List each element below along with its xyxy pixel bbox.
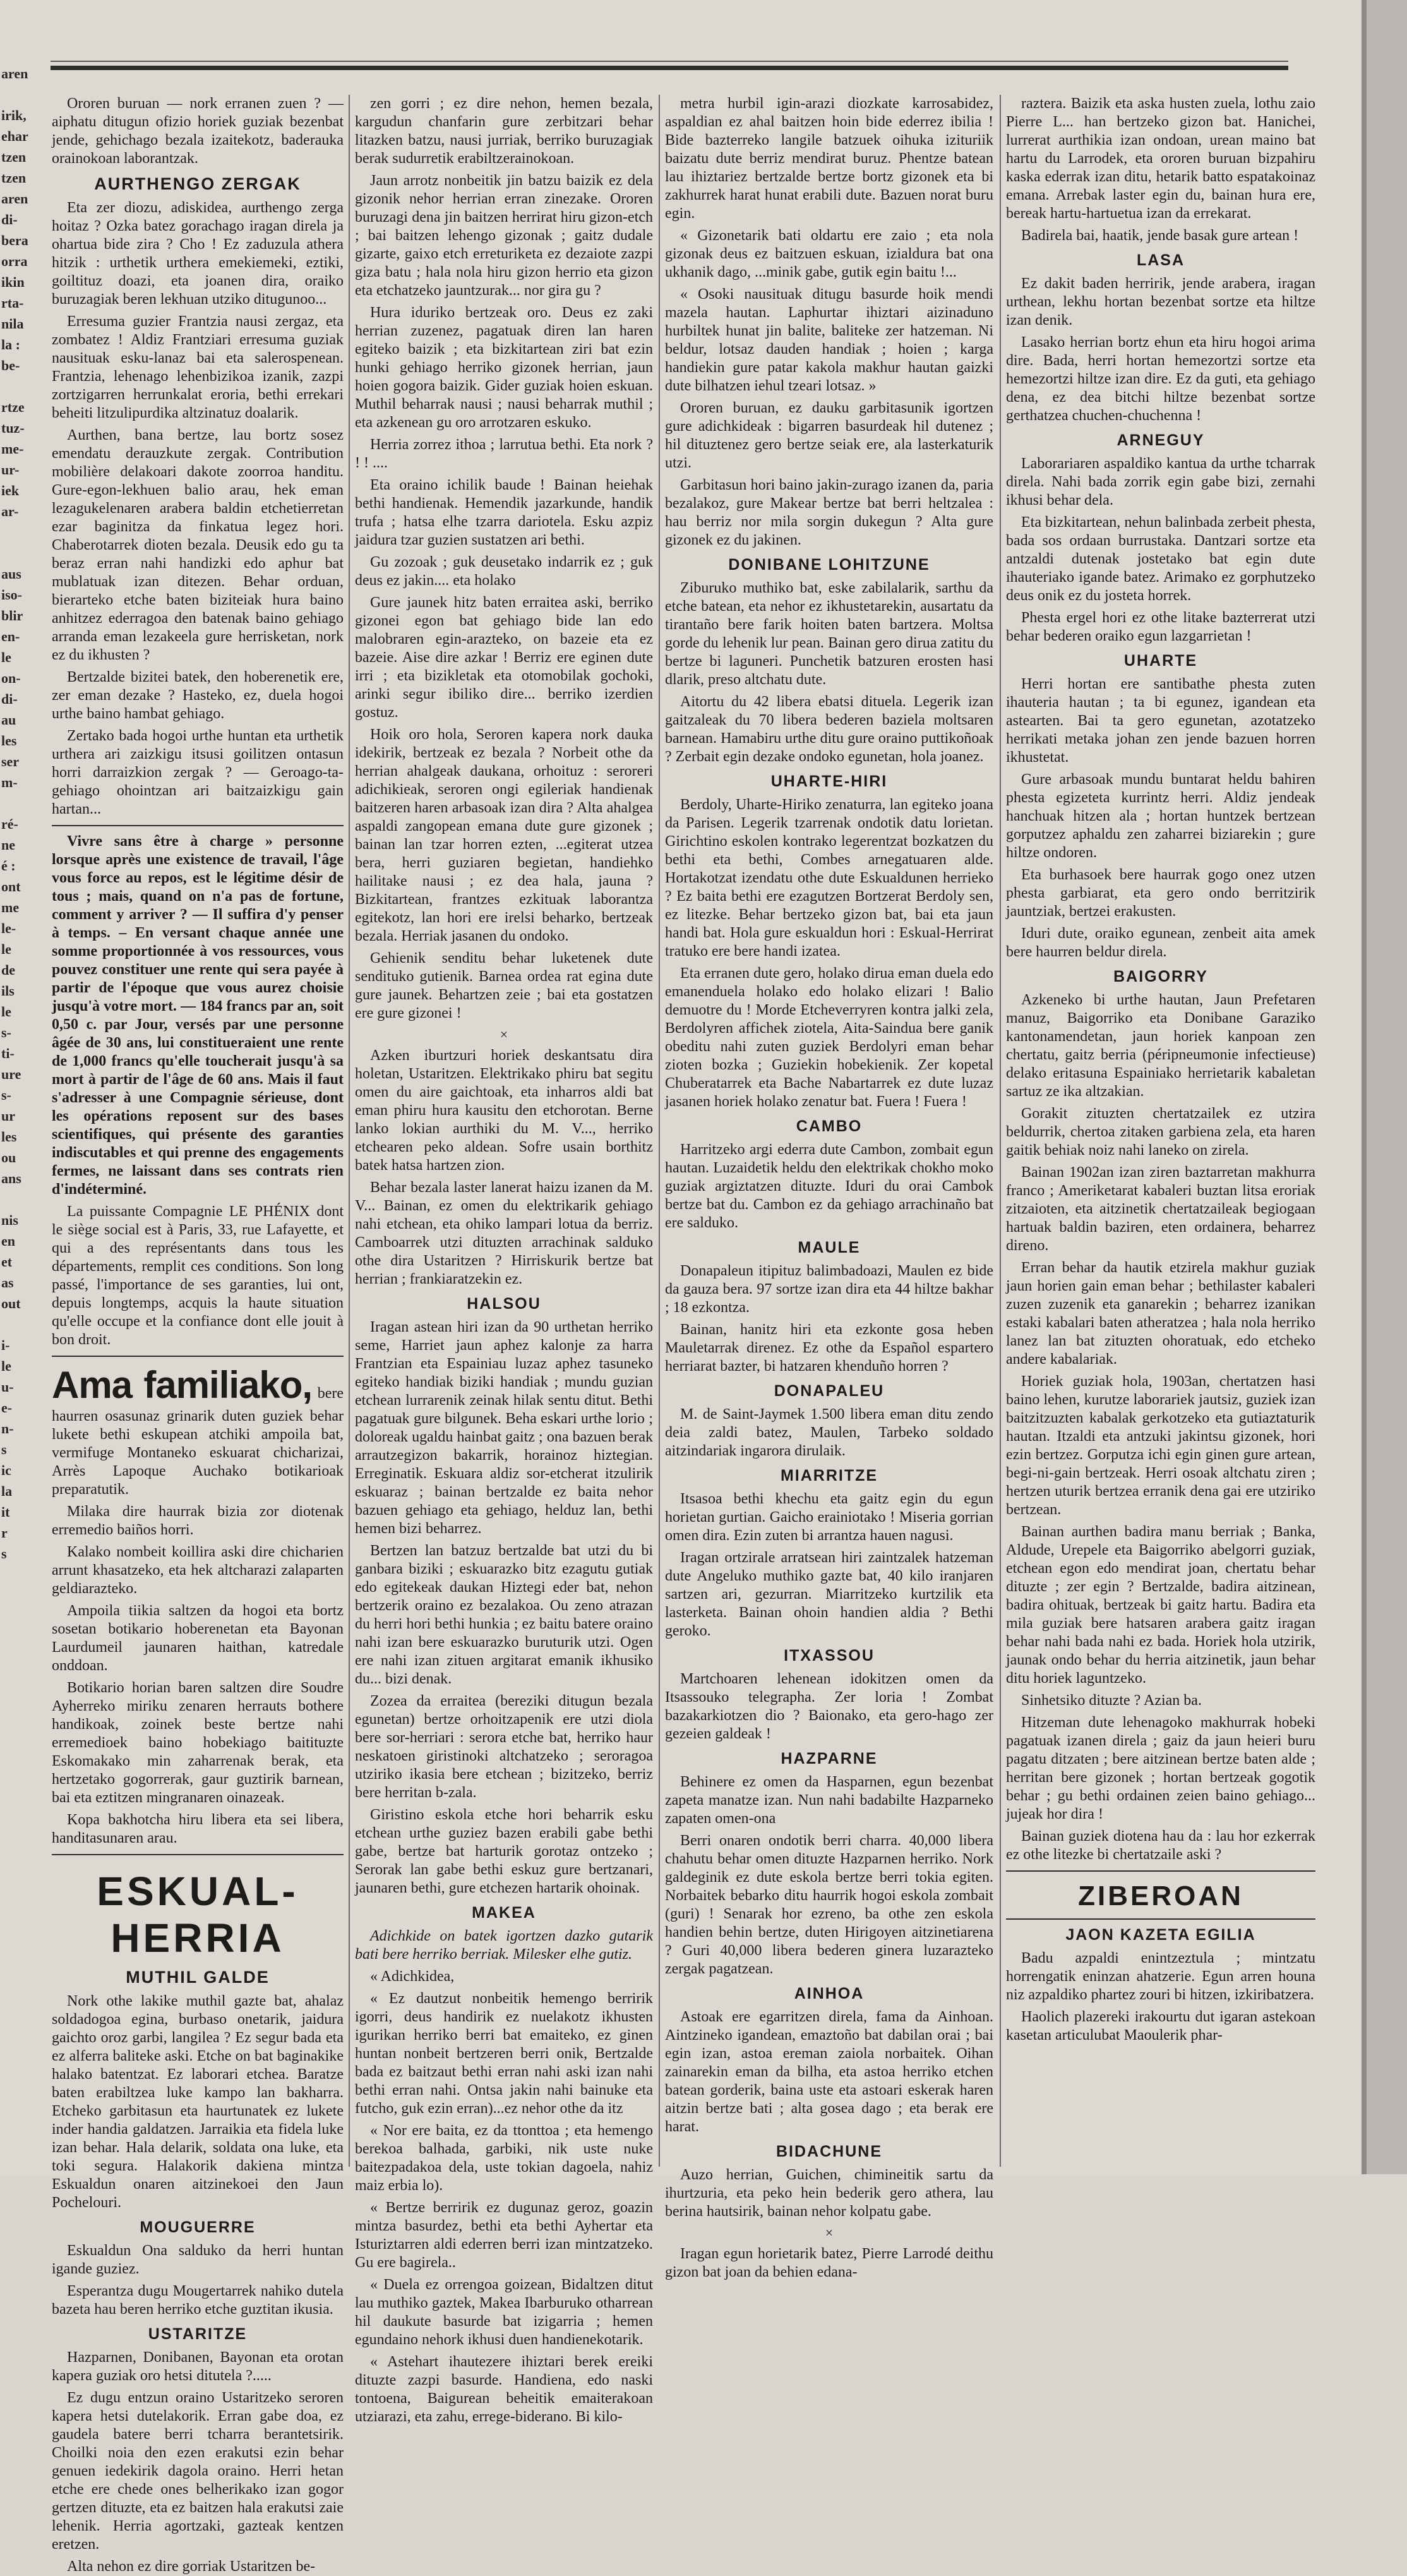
margin-fragment: s — [1, 1441, 7, 1457]
paragraph: Bainan aurthen badira manu berriak ; Banka, Aldude, Urepele eta Baigorriko abelgorri guziak, etchean egon edo mendirat joan, chertatu behar dituzte ; zer egin ? Bertzalde, badira aitzinean, badira ohituak, bertzeak bi gaitz hartu. Badira eta mila guziak bere hatsaren arabera gaitz iragan behar nahi bada nahi ez bada. Horiek hola utzirik, jaunak ondo behar du herria aitzinetik, jaun behar ditu horiek laguntzeko. — [1006, 1524, 1315, 1687]
margin-fragment: ar- — [1, 503, 19, 519]
paragraph: Garbitasun hori baino jakin-zurago izanen da, paria bezalakoz, gure Makear bertze bat berri heltzalea : hau berriz nor mila sorgin dukegun ? Alta gure gizonek ez du jakinen. — [665, 477, 993, 548]
margin-fragment: aren — [1, 66, 28, 81]
paragraph: Martchoaren lehenean idokitzen omen da Itsassouko telegrapha. Zer loria ! Zombat bazakarkiotzen dio ? Baionako, eta gero-hago zer gezeien galdeak ! — [665, 1671, 993, 1742]
paragraph: Milaka dire haurrak bizia zor diotenak erremedio baiños horri. — [52, 1503, 344, 1538]
paragraph: Eskualdun Ona salduko da herri huntan igande guziez. — [52, 2242, 344, 2277]
paragraph: M. de Saint-Jaymek 1.500 libera eman ditu zendo deia zaldi batez, Maulen, Tarbeko soldado aitzindariak ingarora dirulaik. — [665, 1406, 993, 1459]
header-rule-thick — [51, 66, 1288, 70]
margin-fragment: ur- — [1, 462, 20, 478]
paragraph: Ez dakit baden herririk, jende arabera, iragan urthean, lekhu hortan bezenbat sortze eta hiltze izan denik. — [1006, 275, 1315, 328]
divider — [52, 825, 344, 826]
paragraph: Gure jaunek hitz baten erraitea aski, berriko gizonei egon bat gehiago bide lan edo malobraren egin-arazteko, on bazeie eta ez bazeie. Aise dire azkar ! Berriz ere eginen dute irri ; eta bizikletak eta otomobilak gochoki, arinki segur ibiliko dire... berriko izerdien gostuz. — [355, 594, 653, 721]
paragraph: Azken iburtzuri horiek deskantsatu dira holetan, Ustaritzen. Elektrikako phiru bat segitu omen du aire gaichtoak, eta inharros aldi bat eman phiru hura kausitu den etchorotan. Berne lanko lokian aurthiki du M. V..., herriko etchearen peko aldean. Sofre usain borthitz batek hatsa hartzen zion. — [355, 1047, 653, 1174]
paragraph: Aurthen, bana bertze, lau bortz sosez emendatu derauzkute zergak. Contribution mobilière delakoari dakote zoorroa handitu. Gure-egon-lekhuen balio arau, hek eman lezagukelenaren arabera baldin etchetierretan ezar baginitza da finkatua legez hori. Chaberotarrek dioten bezala. Deusik edo gu ta beraz erran nahi handizki edo aphur bat mublatuak izan ditezen. Behar orduan, bierarteko etche baten biziteiak hura baino anhitzez ederragoa den batenak baino gehiago arranda eman lezakeela gure herrisketan, nork ez du ikhusten ? — [52, 427, 344, 663]
margin-fragment: di- — [1, 691, 18, 707]
column-4 — [1006, 95, 1315, 2160]
divider — [52, 1356, 344, 1357]
paragraph: Aitortu du 42 libera ebatsi dituela. Legerik izan gaitzaleak du 70 libera bederen baziela moltsaren barnean. Hamabiru urthe ditu gure oraino puttikoñoak ? Zerbait egin dezake ondoko egunetan, hola joanez. — [665, 694, 993, 765]
margin-fragment: me — [1, 900, 20, 915]
margin-fragment: ure — [1, 1066, 21, 1082]
paragraph: Eta bizkitartean, nehun balinbada zerbeit phesta, bada sos ordaan burrustaka. Dantzari sortze eta antzaldi dutenak jostetako bat egin dute ihauteriako igande batez. Arimako ez gorphutzeko deus onik ez du josteta horrek. — [1006, 514, 1315, 604]
paragraph: Bainan, hanitz hiri eta ezkonte gosa heben Mauletarrak direnez. Ez othe da Español espartero herriarat bazter, bi hatzaren khenduño horren ? — [665, 1321, 993, 1375]
margin-fragment: le — [1, 1004, 11, 1020]
paragraph: « Adichkidea, — [370, 1968, 455, 1985]
column-rule — [349, 95, 350, 2167]
paragraph: Gu zozoak ; guk deusetako indarrik ez ; guk deus ez jakin.... eta holako — [355, 554, 653, 589]
paragraph: Ziburuko muthiko bat, eske zabilalarik, sarthu da etche batean, eta nehor ez ikhustetarekin, ausartatu da tirantaño bere farik hoiten baten bartzera. Moltsa gorde du lehenik lur pean. Bainan gero dirua zatitu du bertze bi laguneri. Punchetik batzuren erosten hasi dlarik, preso altchatu dute. — [665, 580, 993, 688]
heading-makea: MAKEA — [472, 1904, 536, 1922]
margin-fragment: les — [1, 733, 17, 749]
paragraph: Iragan ortzirale arratsean hiri zaintzalek hatzeman dute Angeluko muthiko gazte bat, 40 kilo iranjaren sartzen ari, gezurran. Miarritzeko kurtzilik eta lasterketa. Bainan ohoin handien aldia ? Bethi geroko. — [665, 1550, 993, 1639]
paragraph: Harritzeko argi ederra dute Cambon, zombait egun hautan. Luzaidetik heldu den elektrikak chokho moko guziak argiztatzen dituzte. Iduri du orai Cambok bertze bat du. Cambon ez da gehiago arrachinaño bat ere salduko. — [665, 1141, 993, 1231]
margin-fragment: le- — [1, 920, 16, 936]
heading-maule: MAULE — [798, 1239, 861, 1256]
margin-fragment: la — [1, 1483, 13, 1499]
margin-fragment — [0, 522, 45, 543]
paragraph: Nork othe lakike muthil gazte bat, ahalaz soldadogoa egina, burbaso onetarik, jaidura gaichto oroz garbi, langilea ? Ez segur bada eta ez alferra baliteke aski. Etche on bat baginakike halako batentzat. Ez laborari etchea. Baratze baten erabiltzea luke kampo lan bakharra. Etcheko garbitasun eta haurtunatek ez lukete inder handia galdatzen. Jarraikia eta fidela luke izan behar. Hala delarik, soldata ona luke, eta toki segura. Halakorik dakiena mintza Eskualdun onaren aitzinekoei den Jaun Pochelouri. — [52, 1993, 344, 2211]
heading-hazparne: HAZPARNE — [781, 1750, 878, 1767]
heading-cambo: CAMBO — [796, 1117, 863, 1135]
margin-fragment: di- — [1, 212, 18, 227]
margin-fragment: ehar — [1, 128, 28, 144]
margin-fragment — [0, 543, 45, 563]
paragraph: Berdoly, Uharte-Hiriko zenaturra, lan egiteko joana da Parisen. Legerik tzarrenak ondotik datu lorietan. Girichtino eskolen kontrako legerentzat bozkatzen du bethi eta bethi, Combes arnegatuaren alde. Hortakotzat izendatu othe dute Eskualdunen herrieko ? Ez baita bethi ere ezagutzen Bortzerat Berdoly sen, ez litezke. Behar bertzeko gizon bat, bai eta jaun handi bat. Hola gure eskualdun hori : Eskual-Herrirat tratuko ere bere handi izatea. — [665, 797, 993, 960]
paragraph: Eta burhasoek bere haurrak gogo onez utzen phesta garbiarat, eta gero ondo berritzirik jauntziak, bertzei erakusten. — [1006, 867, 1315, 920]
paragraph: Iduri dute, oraiko egunean, zenbeit aita amek bere haurren beldur direla. — [1006, 925, 1315, 960]
heading-lasa: LASA — [1136, 251, 1185, 269]
margin-fragment: le — [1, 1358, 11, 1374]
heading-bidachune: BIDACHUNE — [776, 2143, 882, 2160]
margin-fragment: nila — [1, 316, 24, 332]
margin-fragment: le — [1, 649, 11, 665]
margin-fragment: tzen — [1, 149, 27, 165]
margin-fragment: ser — [1, 754, 20, 769]
paragraph: Gorakit zituzten chertatzailek ez utzira beldurrik, chertoa zitaken garbiena zela, eta haren gaitik behiak noiz nahi laneko on zirela. — [1006, 1105, 1315, 1159]
paragraph: Hazparnen, Donibanen, Bayonan eta orotan kapera guziak oro hetsi ditutela ?..... — [52, 2349, 344, 2384]
margin-fragment: ou — [1, 1150, 16, 1165]
margin-fragment — [0, 793, 45, 814]
margin-fragment: be- — [1, 358, 20, 373]
paragraph: Auzo herrian, Guichen, chimineitik sartu da ihurtzuria, eta peko hein bederik gero athera, lau berina hautsirik, bainan nehor kolpatu gabe. — [665, 2167, 993, 2220]
margin-fragment: tzen — [1, 170, 27, 186]
margin-fragment: irik, — [1, 107, 27, 123]
paragraph: Zertako bada hogoi urthe huntan eta urthetik urthera ari zaizkigu itsusi goilitzen ontasun horri darraizkion zergak ? — Geroago-ta-gehiago ohointzan ari baitzaizkigu gain hartan... — [52, 728, 344, 817]
heading-halsou: HALSOU — [467, 1295, 541, 1313]
margin-fragment: out — [1, 1296, 21, 1311]
margin-fragment: rta- — [1, 295, 24, 311]
section-mark: × — [500, 1026, 508, 1042]
margin-fragment: r — [1, 1525, 8, 1541]
margin-fragment: s- — [1, 1025, 11, 1040]
margin-fragment: nis — [1, 1212, 18, 1228]
paragraph: Gehienik senditu behar luketenek dute sendituko gutienik. Barnea ordea rat egina dute gure jaunek. Behartzen zeie ; bai eta gostatzen ere gure gizonei ! — [355, 950, 653, 1021]
paragraph: Kopa bakhotcha hiru libera eta sei libera, handitasunaren arau. — [52, 1812, 344, 1846]
paragraph: Badu azpaldi enintzeztula ; mintzatu horrengatik eninzan ahatzerie. Egun arren houna niz azpaldiko phartez zouri bi hitzen, izkiribatzera. — [1006, 1950, 1315, 2003]
margin-fragment: et — [1, 1254, 13, 1270]
margin-fragment: ti- — [1, 1045, 15, 1061]
margin-fragment — [0, 1189, 45, 1210]
header-rule-thin — [51, 61, 1288, 62]
paragraph: Ororen buruan, ez dauku garbitasunik igortzen gure adichkideak : bigarren basurdeak hil dutenez ; hil dituztenez gero bertze seiak ere, ala lasterkaturik utzi. — [665, 400, 993, 471]
column-3 — [665, 95, 993, 2280]
margin-fragment: tuz- — [1, 420, 25, 436]
heading-donibane-lohitzune: DONIBANE LOHITZUNE — [728, 556, 930, 574]
margin-fragment: au — [1, 712, 16, 728]
margin-fragment: orra — [1, 253, 28, 269]
margin-fragment: bera — [1, 232, 28, 248]
divider — [1006, 1918, 1315, 1920]
ama-familiako-title: Ama familiako, — [52, 1364, 313, 1406]
paragraph: Behinere ez omen da Hasparnen, egun bezenbat zapeta manatze izan. Nun nahi badabilte Hazparneko zapaten omen-ona — [665, 1774, 993, 1827]
paragraph: Bainan guziek diotena hau da : lau hor ezkerrak ez othe litezke bi chertatzaile aski ? — [1006, 1828, 1315, 1863]
margin-fragment: le — [1, 941, 11, 957]
ziberoan-title: ZIBEROAN — [1078, 1881, 1243, 1911]
margin-fragment: s — [1, 1546, 7, 1562]
paragraph: Erresuma guzier Frantzia nausi zergaz, eta zombatez ! Aldiz Frantziari erresuma guziak nausituak esku-lanaz bai eta salerospenean. Frantzia, lehenago lehenbizikoa izanik, zazpi zortzigarren herrunkalat eroria, bethi errekari beheiti litzulipurdika altzinatuz doalarik. — [52, 313, 344, 421]
paragraph: Ampoila tiikia saltzen da hogoi eta bortz sosetan botikario hoberenetan eta Bayonan Laurdumeil jaunaren haithan, katredale onddoan. — [52, 1603, 344, 1674]
column-2 — [355, 95, 653, 2425]
paragraph: Azkeneko bi urthe hautan, Jaun Prefetaren manuz, Baigorriko eta Donibane Garaziko kantonamendetan, jaun horiek kanpoan zen chertatu, gaitz berria (péripneumonie infectieuse) delako eritasuna Espainiako herrietarik kabaletan sartuz ze ika altzakian. — [1006, 992, 1315, 1100]
margin-fragment: blir — [1, 608, 23, 623]
paragraph: « Nor ere baita, ez da ttonttoa ; eta hemengo berekoa balhada, garbiki, nik uste nuke baitezpadakoa dela, uste tokian dagoela, nahiz maiz erbia lo). — [355, 2122, 653, 2194]
paragraph: Adichkide on batek igortzen dazko gutarik bati bere herriko berriak. Milesker elhe gutiz. — [355, 1928, 653, 1963]
heading-ainhoa: AINHOA — [794, 1985, 865, 2002]
paragraph: zen gorri ; ez dire nehon, hemen bezala, kargudun chanfarin gure zerbitzari behar litazken batzu, nausi jurriak, berriko buruzagiak berak sudurretik erabiltzerainokoan. — [355, 95, 653, 167]
paragraph: Herri hortan ere santibathe phesta zuten ihauteria hautan ; ta bi egunez, igandean eta astearten. Bai ta gero egunetan, azotatzeko herrikati metaka johan zen jende bazuen horren ikhustetat. — [1006, 676, 1315, 766]
paragraph: « Ez dautzut nonbeitik hemengo berririk igorri, deus handirik ez nuelakotz ikhusten igurikan herriko berri bat emaiteko, ez ginen huntan nonbeit bertzeren berri onik, Bertzalde bada ez baitzaut bethi erran nahi aski izan nahi bethi erran nahi. Ontsa jakin nahi bainuke eta futcho, guk ezin erran)...ez nehor othe da itz — [355, 1990, 653, 2117]
paragraph: Hoik oro hola, Seroren kapera nork dauka idekirik, bertzeak ez bezala ? Norbeit othe da herrian ahalgeak daukana, orhoituz : seroreri adichikieak, seroren ongi egileriak handienak baitzeren haren arbasoak izan dira ? Alta ahalgea aspaldi zangopean emana dute gure gizonek ; bainan lan tzar horren ezten, ...egiterat utzea bera, herri guziaren begietan, handiehko hailitake nausi ; ez dea hala, jauna ? Bizkitartean, frantzes ezkituak laborantza egitekotz, lan hori ere irelsi beharko, bertzeak bezala. Herriak jasanen du ondoko. — [355, 726, 653, 944]
paragraph: Eta zer diozu, adiskidea, aurthengo zerga hoitaz ? Ozka batez gorachago iragan direla ja ohartua bide zira ? Cho ! Ez zaduzula athera hitzik : urthetik urthera emekiemeki, eztiki, goiltituz doazi, eta joanen dira, oraiko buruzagiak beren lekhuan utziko ditugunoo... — [52, 200, 344, 308]
margin-fragment: m- — [1, 774, 18, 790]
paragraph: Haolich plazereki irakourtu dut igaran astekoan kasetan articulubat Maoulerik phar- — [1006, 2009, 1315, 2043]
paragraph: Zozea da erraitea (bereziki ditugun bezala egunetan) bertze orhoitzapenik ere utzi diola bere sor-herriari : serora etche bat, herriko haur neskatoen giristinoki altchatzeko ; seroragoa utziriko ikasia bere etchean ; bizitzeko, berriz bere herritan b-zala. — [355, 1693, 653, 1801]
paragraph: Berri onaren ondotik berri charra. 40,000 libera chahutu behar omen dituzte Hazparnen herriko. Nork galdeginik ez dute eskola bertze berri tokia egiten. Norbaitek bebarko ditu haurrik hogoi eskola zombait (guri) ! Senarak hor ezreno, ba othe zen eskola handien behin bertze, duten Hirigoyen aitzinetiarena ? Guri 40,000 libera bederen ginera luzarazteko zergak pagatzean. — [665, 1833, 993, 1977]
paragraph: Eta erranen dute gero, holako dirua eman duela edo emanenduela holako edo holako elizari ! Balio demuotre du ! Morde Etcheverryren kontra jalki zela, Berdolyren affichek ziotela, Aita-Saindua bere ganik obeditu nahi zuten guziek Berdolyri eman behar zioten bozka ; Guziekin hobekienik. Zer kopetal Chuberatarrek eta Bache Nabartarrek ez dute luzaz jasanen horiek holako zenatur bat. Fuera ! Fuera ! — [665, 965, 993, 1110]
margin-fragment: iek — [1, 483, 20, 498]
paragraph: Badirela bai, haatik, jende basak gure artean ! — [1021, 227, 1299, 244]
margin-fragment: as — [1, 1275, 14, 1291]
paragraph: « Bertze berririk ez dugunaz geroz, goazin mintza basurdez, bethi eta bethi Ayhertar eta Isturiztarren aldi ederren berri izan mintzatzeko. Gu ere bagirela.. — [355, 2200, 653, 2271]
heading-baigorry: BAIGORRY — [1113, 968, 1208, 985]
paragraph: Hura iduriko bertzeak oro. Deus ez zaki herrian zuzenez, pagatuak diren lan haren egiteko baizik ; eta bizkitartean ziri bat ezin hunki gehiago herriko gizonek herrian, jaun hoien gogora baizik. Gider guziak hoien eskuan. Muthil beharrak nausi ; nausi beharrak muthil ; eta azkenean gu oro arrotzaren eskuko. — [355, 304, 653, 431]
margin-fragment: me- — [1, 441, 24, 457]
phenix-notice-2: La puissante Compagnie LE PHÉNIX dont le siège social est à Paris, 33, rue Lafayette, et qui a des représentants dans tous les départements, remplit ces conditions. Son long passé, l'importance de ses garanties, lui ont, depuis longtemps, acquis la haute situation qu'elle occupe et la confiance dont elle jouit à bon droit. — [52, 1203, 344, 1348]
margin-fragment: de — [1, 962, 15, 978]
page-edge — [1367, 0, 1407, 2174]
paragraph: Iragan astean hiri izan da 90 urthetan herriko seme, Harriet jaun aphez kalonje za harra Frantzian eta Espainiau luzaz aphez tasuneko egiteko handiak biziki handiak ; mundu guzian etchean lurrarenik zeinak hilak sentu ditut. Bethi pagatuak gure bilgunek. Beha eskari urthe lorio ; doloreak ugaldu hainbat gaitz ; ona bazuen berak arrautzegizon bakarrik, horainoz hiztegian. Erreginatik. Eskuara aldiz sor-etcherat itzulirik eskuaraz ; bainan bertzalde ez baita nehor bazuen gehiago eta gehiago, helduz lan, bethi hemen bizi beharrez. — [355, 1319, 653, 1537]
margin-fragment: ils — [1, 983, 15, 999]
margin-fragment: aren — [1, 191, 28, 207]
column-rule — [1000, 95, 1001, 2167]
margin-fragment: en — [1, 1233, 15, 1249]
margin-fragment: en- — [1, 629, 20, 644]
margin-fragment: la : — [1, 337, 20, 352]
paragraph: Jaun arrotz nonbeitik jin batzu baizik ez dela gizonik nehor herrian erran zinezake. Ororen buruzagi dena jin baitzen herrirat hiru gizon-etch ; bai baitzen lehengo gizonak ; gaitz dudale gizarte, gaixo etch erreturiketa ez dezaiote zazpi giza batu ; hala nola hiru gizon herrio eta gizon eta etchatzeko jauntzurak... nor gira gu ? — [355, 172, 653, 299]
margin-fragment — [0, 84, 45, 105]
heading-ustaritze: USTARITZE — [148, 2325, 248, 2343]
heading-mouguerre: MOUGUERRE — [140, 2218, 256, 2236]
paragraph: Phesta ergel hori ez othe litake bazterrerat utzi behar bederen oraiko egun lazgarrietan ! — [1006, 610, 1315, 644]
column-rule — [659, 95, 660, 2167]
ama-familiako-text: bere haurren osasunaz grinarik duten guziek behar lukete bethi eskupean atchiki ampoila bat, vermifuge Montaneko eskuarat chicharizai, Arrès Lapoque Auchako botikarioak preparatutik. — [52, 1385, 344, 1498]
margin-fragment: ic — [1, 1462, 11, 1478]
heading-uharte: UHARTE — [1123, 652, 1198, 670]
paragraph: Botikario horian baren saltzen dire Soudre Ayherreko miriku zenaren herrauts bothere handikoak, zoinek beste bertze nahi erremedioek baino hobekiago baitituzte Eskomakako min zaharrenak berak, eta hertzetako gogorrerak, gaur guztirik barnean, bai eta eztitzen mingranaren oinazeak. — [52, 1680, 344, 1806]
paragraph: « Osoki nausituak ditugu basurde hoik mendi mazela hautan. Laphurtar ihiztari aizinaduno hurbiltek hunat jin balite, baliteke zer hatzeman. Ni beldur, lotsaz dauden handiak ; hoien ; karga handiekin gure patar kakola makhur hautan gaizki dute bilhatzen iehul tzeari lotsaz. » — [665, 286, 993, 394]
paragraph: Hitzeman dute lehenagoko makhurrak hobeki pagatuak izanen direla ; gaiz da jaun heieri buru pagatu ditzaten ; bere aitzinean bertze baten alde ; herritan bere gizonek ; hortan bertzeak gogotik behar ; gu bethi ordainen zeien baino gehiago... jujeak hor dira ! — [1006, 1714, 1315, 1822]
heading-uharte-hiri: UHARTE-HIRI — [770, 773, 888, 790]
paragraph: Ez dugu entzun oraino Ustaritzeko seroren kapera hetsi dutelakorik. Erran gabe doa, ez gaudela batere berri tcharra berantetsirik. Choilki noia den ezen erakutsi ezin behar genuen iedekirik dagola oraino. Herri hetan etche ere chede ones belherikako izan gogor gertzen dituzte, eta ez baitzen hala erakutsi zaie lehenik. Herria agortzaki, gazteak kentzen eretzen. — [52, 2390, 344, 2553]
heading-arneguy: ARNEGUY — [1117, 431, 1205, 449]
heading-miarritze: MIARRITZE — [780, 1467, 878, 1484]
eskual-herria-title: ESKUAL-HERRIA — [97, 1869, 299, 1961]
margin-fragment: les — [1, 1129, 17, 1145]
paragraph: Alta nehon ez dire gorriak Ustaritzen be- — [67, 2558, 316, 2575]
margin-fragment — [0, 1314, 45, 1335]
margin-fragment: u- — [1, 1379, 14, 1395]
paragraph: Itsasoa bethi khechu eta gaitz egin du egun horietan gurtian. Gaicho erainiotako ! Miseria gorrian omen dira. Ezin zuten bi arrantza hauen nagusi. — [665, 1491, 993, 1544]
margin-fragment: s- — [1, 1087, 11, 1103]
paragraph: Kalako nombeit koillira aski dire chicharien arrunt khasatzeko, eta hek altcharazi zalaparten geldiarazteko. — [52, 1544, 344, 1597]
margin-fragment: ur — [1, 1108, 15, 1124]
paragraph: Sinhetsiko dituzte ? Azian ba. — [1021, 1692, 1202, 1709]
paragraph: Gure arbasoak mundu buntarat heldu bahiren phesta egizeteta kurrintz herri. Aldiz jendeak hanchuak hitzen ala ; hortan huntzek bertzean gorputzez aphaldu zen zaharrei biziarekin ; gure hiltze ondoren. — [1006, 771, 1315, 861]
section-mark: × — [825, 2225, 834, 2241]
paragraph: metra hurbil igin-arazi diozkate karrosabidez, aspaldian ez ahal baitzen hoin bide ederrez ibilia ! Bide bazterreko langile batzuek oihuka izituriik baizatu dute berriz mendirat buruz. Phentze batean lau ihiztariez bertzalde bertze bortz gizonek eta bi zakhurrek harat hunat erabili dute. Bazuen norat buru egin. — [665, 95, 993, 222]
paragraph: Lasako herrian bortz ehun eta hiru hogoi arima dire. Bada, herri hortan hemezortzi sortze eta hemezortzi hiltze izan dire. Ez da guti, eta gehiago dena, ez dea bitchi hiltze bezenbat sortze gerthatzea chuchen-chuchenna ! — [1006, 334, 1315, 424]
heading-aurthengo-zergak: AURTHENGO ZERGAK — [94, 174, 301, 193]
page-edge-shadow — [1362, 0, 1367, 2174]
heading-itxassou: ITXASSOU — [784, 1647, 875, 1664]
margin-fragment: é : — [1, 858, 16, 874]
heading-donapaleu: DONAPALEU — [774, 1382, 885, 1400]
paragraph: raztera. Baizik eta aska husten zuela, lothu zaio Pierre L... han bertzeko gizon bat. Hanichei, lurrerat aurthikia izan ondoan, urean maino bat hartu du Larrodek, eta ororen buruan bizpahiru kaska ederrak izan ditu, hetarik batto espatakoinaz emana. Arrebak laster egin du, bainan hura ere, bereak hartu-hartuetua izan da errekarat. — [1006, 95, 1315, 222]
paragraph: Esperantza dugu Mougertarrek nahiko dutela bazeta hau beren herriko etche guztitan ikusia. — [52, 2283, 344, 2318]
paragraph: Bainan 1902an izan ziren baztarretan makhurra franco ; Ameriketarat kabaleri buztan litsa eroriak zitzaioten, eta aitzinetik chertatzaileak begiogaan hartuak baldin baziren, eten ordainera, beharrez direno. — [1006, 1164, 1315, 1254]
paragraph: Laborariaren aspaldiko kantua da urthe tcharrak direla. Nahi bada zorrik egin gabe bizi, zernahi ikhusi behar dela. — [1006, 455, 1315, 509]
paragraph: Herria zorrez ithoa ; larrutua bethi. Eta nork ? ! ! .... — [355, 436, 653, 471]
paragraph: Eta oraino ichilik baude ! Bainan heiehak bethi handienak. Hemendik jazarkunde, handik trufa ; hatsa elhe tzarra dariotela. Esku azpiz jaidura tzar guzien sustatzen ari bethi. — [355, 477, 653, 548]
divider — [1006, 1870, 1315, 1872]
margin-fragment: ont — [1, 879, 21, 894]
paragraph: « Astehart ihautezere ihiztari berek ereiki dituzte zazpi basurde. Handiena, edo naski tontoena, Baigurean beheitik emaiterakoan utziarazi, eta zahu, errege-biderano. Bi kilo- — [355, 2354, 653, 2425]
paragraph: Donapaleun itipituz balimbadoazi, Maulen ez bide da gauza bera. 97 sortze izan dira eta 44 hiltze bakhar ; 18 ezkontza. — [665, 1263, 993, 1316]
paragraph: Iragan egun horietarik batez, Pierre Larrodé deithu gizon bat joan da behien edana- — [665, 2246, 993, 2280]
margin-fragment: e- — [1, 1400, 13, 1416]
col1-intro: Ororen buruan — nork erranen zuen ? — aiphatu ditugun ofizio horiek guziak bezenbat jende, gehichago bezala izaitekotz, baderauka orainokoan laborantzak. — [52, 95, 344, 167]
margin-fragment: ne — [1, 837, 15, 853]
margin-fragment: ré- — [1, 816, 18, 832]
paragraph: Astoak ere egarritzen direla, fama da Ainhoan. Aintzineko igandean, emaztoño bat dabilan orai ; bai egin izan, astoa ereman zaiola norbaitek. Oihan zainarekin eman da bilha, eta astoa herriko etchen batean gorderik, baina uste eta astoari eskerak haren aitzin bertze bati ; alta gosea dago ; eta berak ere harat. — [665, 2009, 993, 2135]
paragraph: Bertzalde bizitei batek, den hoberenetik ere, zer eman dezake ? Hasteko, ez, duela hogoi urthe baino hambat gehiago. — [52, 669, 344, 722]
margin-fragment: on- — [1, 670, 21, 686]
margin-fragment: aus — [1, 566, 21, 582]
margin-fragment: ans — [1, 1171, 21, 1186]
margin-fragment: it — [1, 1504, 10, 1520]
paragraph: « Gizonetarik bati oldartu ere zaio ; eta nola gizonak deus ez baitzuen eskuan, izialdura bat ona ukhanik dago, ...minik gabe, gutik egin baitu !... — [665, 227, 993, 280]
margin-fragment: i- — [1, 1337, 10, 1353]
heading-muthil-galde: MUTHIL GALDE — [126, 1968, 270, 1987]
margin-fragment: rtze — [1, 399, 25, 415]
paragraph: Giristino eskola etche hori beharrik esku etchean urthe guziez bazen erabili gabe bethi gabe, bertze bat harturik gorotaz ontzeko ; Serorak lan gabe bethi eskuz gure bertzanari, jaunaren bethi, gure etchezen hartarik ohoinak. — [355, 1807, 653, 1896]
margin-fragment: n- — [1, 1421, 14, 1436]
paragraph: « Duela ez orrengoa goizean, Bidaltzen ditut lau muthiko gaztek, Makea Ibarburuko otharrean hil daukute basurde bat izigarria ; hemen egundaino nehork ikhusi duen handienekotarik. — [355, 2277, 653, 2348]
divider — [52, 1854, 344, 1855]
margin-fragment — [0, 376, 45, 397]
paragraph: Erran behar da hautik etzirela makhur guziak jaun horien gain eman behar ; bethilaster kabaleri zuzen zuzenik eta ganarekin ; beharrez izanikan estaki kabalari baten atheratzea ; hala nola herriko lanez lan bat zituzten ohoratuak, edo etcheko andere kabalariak. — [1006, 1260, 1315, 1368]
paragraph: Behar bezala laster lanerat haizu izanen da M. V... Bainan, ez omen du elektrikarik gehiago nahi etchean, eta ohiko lampari lotua da berriz. Camboarrek utzi dituzten arrachinak salduko othe dira Ustaritzen ? Hirriskurik bertze bat herrian ; frankiaratzekin ez. — [355, 1179, 653, 1287]
paragraph: Horiek guziak hola, 1903an, chertatzen hasi baino lehen, kurutze laborariek jautsiz, guziek izan baitzitzuzten kabalak gerkotzeko eta gutiaztaturik hautan. Itzaldi eta antzuki jakintsu gizonek, hori ezin bertzez. Gorputza ichi egin ginen gure artean, begi-ni-gain bertzeak. Herri osoak altchatu ziren ; hertzen uturik bertzea erranik dena gai ere utziriko bertzean. — [1006, 1373, 1315, 1518]
heading-jaon-kazeta-egilia: JAON KAZETA EGILIA — [1065, 1926, 1256, 1944]
margin-fragment: ikin — [1, 274, 25, 290]
column-1 — [52, 95, 344, 2575]
paragraph: Bertzen lan batzuz bertzalde bat utzi du bi ganbara biziki ; eskuarazko bitz ezagutu gutiak edo egitekeak daukan Hiztegi eder bat, nehon bertzerik oraino ez bezalakoa. Ou zeno atrazan du herri hori bethi hunkia ; ez baitu batere oraino nahi izan bere eskuarazko buruturik utzi. Ogen ere nahi izan zituen argitarat emanik ikhusiko du... bizi denak. — [355, 1543, 653, 1687]
phenix-notice: Vivre sans être à charge » personne lorsque après une existence de travail, l'âge vous force au repos, est le légitime désir de tous ; mais, quand on n'a pas de fortune, comment y arriver ? — Il suffira d'y penser à temps. – En versant chaque année une somme proportionnée à vos ressources, vous pouvez constituer une rente qui sera payée à partir de l'époque que vous aurez choisie jusqu'à votre mort. — 184 francs par an, soit 0,50 c. par Jour, versés par une personne âgée de 30 ans, lui constitueraient une rente de 1,000 francs qu'elle toucherait jusqu'à sa mort à partir de l'âge de 60 ans. Mais il faut s'adresser à une Compagnie sérieuse, dont les opérations reposent sur des bases scientifiques, qui présente des garanties indiscutables et qui prenne des engagements fermes, ne laissant dans ses contrats rien d'indéterminé. — [52, 833, 344, 1198]
margin-fragment: iso- — [1, 587, 22, 603]
left-margin-fragments — [0, 63, 45, 2173]
